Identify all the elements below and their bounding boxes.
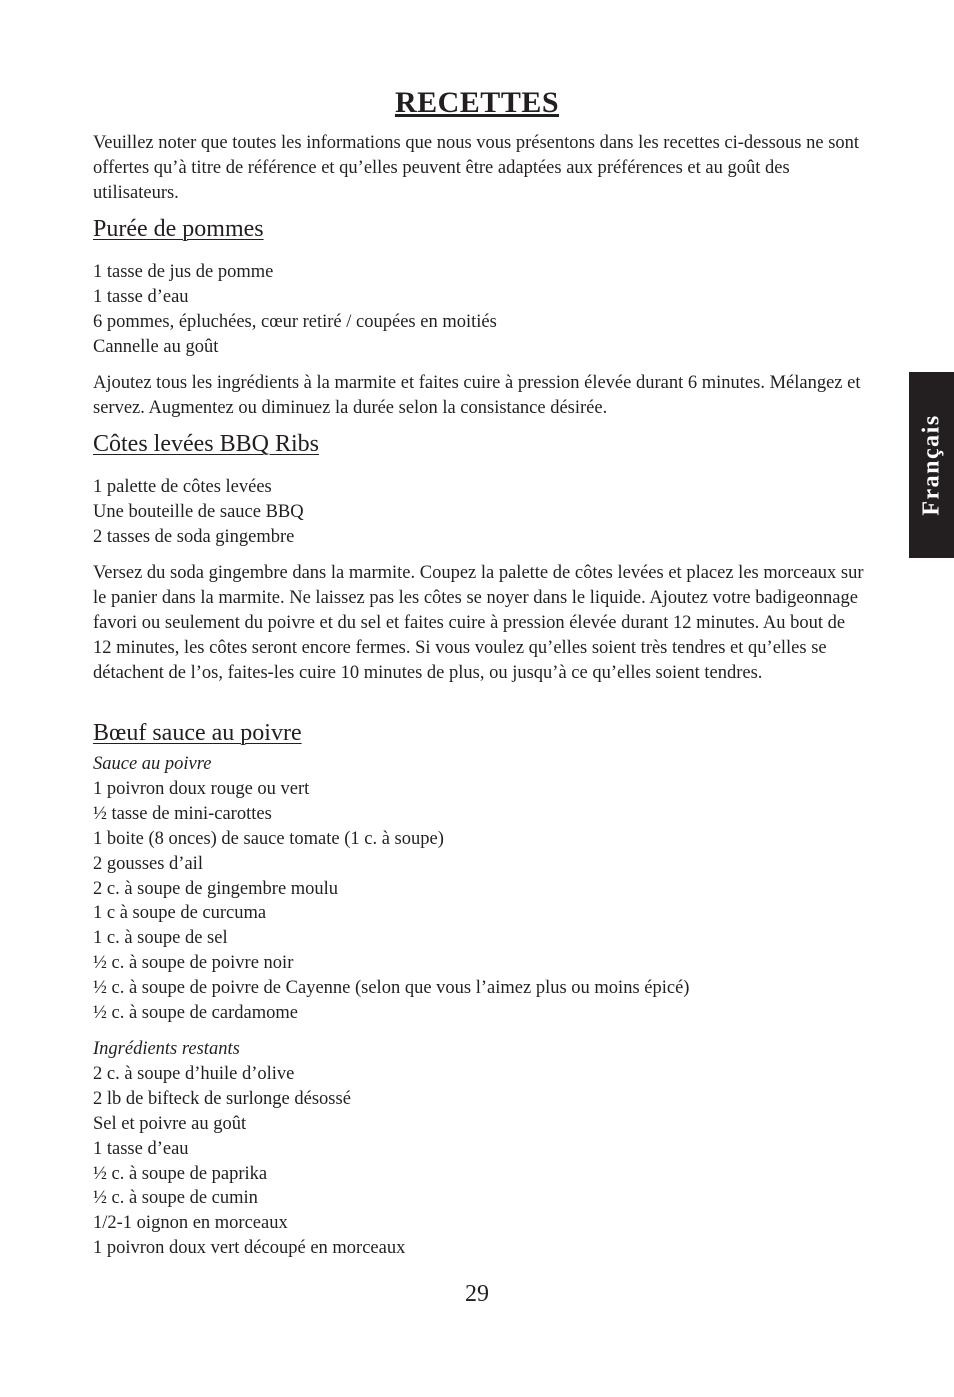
language-tab [909, 372, 954, 558]
ingredient-item: 1/2-1 oignon en morceaux [93, 1213, 288, 1234]
ingredient-list-remaining [93, 1037, 405, 1261]
ingredient-item: 1 poivron doux vert découpé en morceaux [93, 1238, 406, 1259]
ingredient-list-sauce [93, 752, 689, 1026]
ingredient-item: ½ c. à soupe de cumin [93, 1188, 258, 1209]
ingredient-item: 6 pommes, épluchées, cœur retiré / coupées en moitiés [93, 311, 497, 332]
ingredient-item: ½ tasse de mini-carottes [93, 803, 272, 824]
ingredient-item: ½ c. à soupe de cardamome [93, 1003, 298, 1024]
ingredient-item: 2 c. à soupe de gingembre moulu [93, 878, 339, 899]
ingredient-item: 1 c à soupe de curcuma [93, 903, 267, 924]
ingredient-item: 1 boite (8 onces) de sauce tomate (1 c. à soupe) [93, 828, 444, 849]
language-tab-label: Français [918, 414, 944, 516]
ingredient-item: Une bouteille de sauce BBQ [93, 501, 304, 522]
ingredient-list-puree [93, 260, 497, 360]
ingredient-item: 1 tasse d’eau [93, 286, 189, 307]
ingredient-item: ½ c. à soupe de poivre noir [93, 953, 294, 974]
ingredient-subheading: Sauce au poivre [93, 754, 212, 774]
recipe-heading-puree: Purée de pommes [93, 216, 264, 242]
ingredient-item: Sel et poivre au goût [93, 1113, 247, 1134]
ingredient-item: ½ c. à soupe de paprika [93, 1163, 268, 1184]
ingredient-item: 1 tasse d’eau [93, 1138, 189, 1159]
recipe-heading-ribs: Côtes levées BBQ Ribs [93, 431, 319, 457]
ingredient-item: 2 gousses d’ail [93, 853, 203, 874]
ingredient-item: 1 c. à soupe de sel [93, 928, 228, 949]
page-title: RECETTES [394, 86, 560, 119]
ingredient-subheading: Ingrédients restants [93, 1039, 240, 1059]
intro-paragraph: Veuillez noter que toutes les informations que nous vous présentons dans les recettes ci-dessous ne sont offertes qu’à titre de référence et qu’elles peuvent être adaptées aux préférences et au goût des utilisateurs. [93, 133, 860, 203]
ingredient-list-ribs [93, 475, 304, 550]
instructions-puree: Ajoutez tous les ingrédients à la marmite et faites cuire à pression élevée durant 6 minutes. Mélangez et servez. Augmentez ou diminuez la durée selon la consistance désirée. [93, 373, 861, 418]
ingredient-item: 1 tasse de jus de pomme [93, 262, 274, 282]
ingredient-item: 2 c. à soupe d’huile d’olive [93, 1063, 295, 1084]
instructions-ribs: Versez du soda gingembre dans la marmite. Coupez la palette de côtes levées et placez les morceaux sur le panier dans la marmite. Ne laissez pas les côtes se noyer dans le liquide. Ajoutez votre badigeonnage favori ou seulement du poivre et du sel et faites cuire à pression élevée durant 12 minutes. Au bout de 12 minutes, les côtes seront encore fermes. Si vous voulez qu’elles soient très tendres et qu’elles se détachent de l’os, faites-les cuire 10 minutes de plus, ou jusqu’à ce qu’elles soient tendres. [93, 563, 864, 683]
ingredient-item: 2 lb de bifteck de surlonge désossé [93, 1088, 351, 1109]
ingredient-item: 2 tasses de soda gingembre [93, 526, 295, 547]
recipe-heading-boeuf: Bœuf sauce au poivre [93, 720, 302, 746]
ingredient-item: ½ c. à soupe de poivre de Cayenne (selon que vous l’aimez plus ou moins épicé) [93, 978, 690, 999]
ingredient-item: Cannelle au goût [93, 336, 219, 357]
ingredient-item: 1 palette de côtes levées [93, 477, 272, 497]
page-number: 29 [465, 1281, 489, 1307]
ingredient-item: 1 poivron doux rouge ou vert [93, 778, 310, 799]
